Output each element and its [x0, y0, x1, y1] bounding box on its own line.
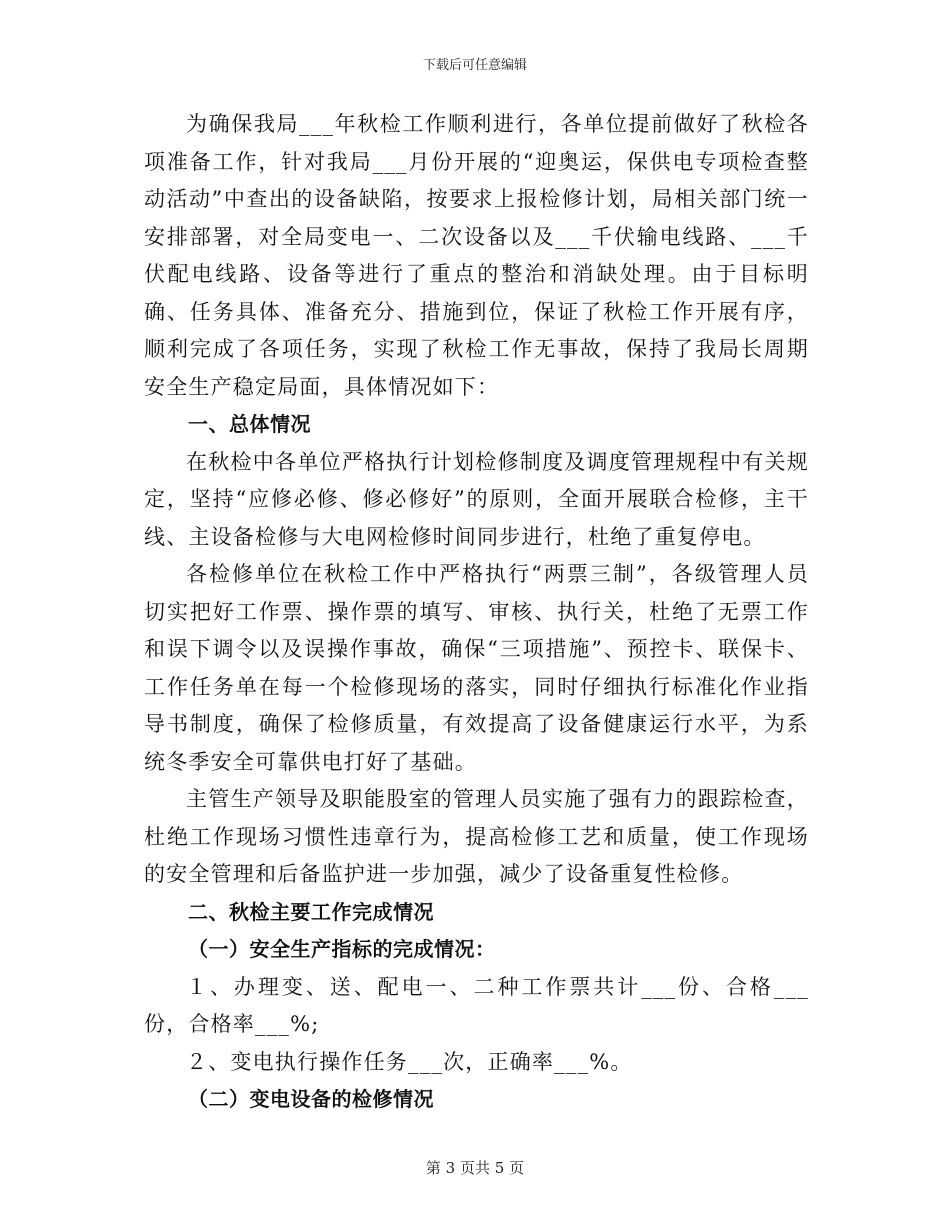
paragraph-overall-1: 在秋检中各单位严格执行计划检修制度及调度管理规程中有关规定，坚持“应修必修、修必修好”的原则，全面开展联合检修，主干线、主设备检修与大电网检修时间同步进行，杜绝了重复停电。	[144, 449, 809, 549]
subsection-heading-substation: （二）变电设备的检修情况	[188, 1087, 434, 1111]
paragraph-overall-2: 各检修单位在秋检工作中严格执行“两票三制”，各级管理人员切实把好工作票、操作票的填写、审核、执行关，杜绝了无票工作和误下调令以及误操作事故，确保“三项措施”、预控卡、联保卡、工作任务单在每一个检修现场的落实，同时仔细执行标准化作业指导书制度，确保了检修质量，有效提高了设备健康运行水平，为系统冬季安全可靠供电打好了基础。	[144, 562, 809, 774]
document-body	[144, 106, 809, 1119]
page-footer: 第 3 页共 5 页	[425, 1159, 525, 1177]
intro-paragraph: 为确保我局___年秋检工作顺利进行，各单位提前做好了秋检各项准备工作，针对我局___月份开展的“迎奥运，保供电专项检查整动活动”中查出的设备缺陷，按要求上报检修计划，局相关部门统一安排部署，对全局变电一、二次设备以及___千伏输电线路、___千伏配电线路、设备等进行了重点的整治和消缺处理。由于目标明确、任务具体、准备充分、措施到位，保证了秋检工作开展有序，顺利完成了各项任务，实现了秋检工作无事故，保持了我局长周期安全生产稳定局面，具体情况如下：	[144, 112, 809, 399]
list-item-operations: ２、变电执行操作任务___次，正确率___%。	[186, 1049, 633, 1074]
section-heading-main-work: 二、秋检主要工作完成情况	[188, 899, 434, 924]
page-header: 下载后可任意编辑	[422, 58, 527, 73]
subsection-heading-safety: （一）安全生产指标的完成情况：	[188, 937, 496, 961]
paragraph-overall-3: 主管生产领导及职能股室的管理人员实施了强有力的跟踪检查，杜绝工作现场习惯性违章行为，提高检修工艺和质量，使工作现场的安全管理和后备监护进一步加强，减少了设备重复性检修。	[144, 787, 809, 886]
section-heading-overall: 一、总体情况	[188, 412, 311, 436]
list-item-work-tickets: １、办理变、送、配电一、二种工作票共计___份、合格___份，合格率___%;	[144, 974, 809, 1036]
